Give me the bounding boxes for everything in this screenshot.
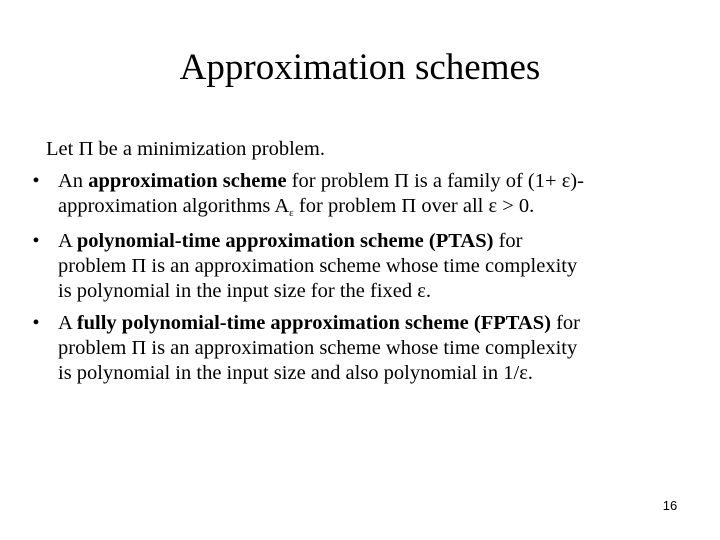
defined-term: fully polynomial-time approximation scheme (FPTAS)	[76, 312, 551, 334]
bullet-icon: •	[32, 170, 40, 192]
defined-term: polynomial-time approximation scheme (PTAS)	[76, 230, 494, 252]
bullet-line: problem Π is an approximation scheme whose time complexity	[58, 255, 578, 277]
bullet-line: An approximation scheme for problem Π is a family of (1+ ε)-	[58, 170, 584, 192]
bullet-line: A fully polynomial-time approximation scheme (FPTAS) for	[58, 312, 580, 334]
slide-content	[30, 137, 700, 393]
bullet-fptas	[30, 311, 700, 386]
bullet-line: problem Π is an approximation scheme whose time complexity	[58, 337, 578, 359]
bullet-line: A polynomial-time approximation scheme (PTAS) for	[58, 230, 523, 252]
bullet-line: is polynomial in the input size and also polynomial in 1/ε.	[58, 362, 533, 384]
bullet-approximation-scheme	[30, 169, 700, 222]
bullet-line: is polynomial in the input size for the fixed ε.	[58, 280, 431, 302]
bullet-icon: •	[32, 230, 40, 252]
slide-title: Approximation schemes	[179, 47, 541, 88]
bullet-icon: •	[32, 312, 40, 334]
intro-text: Let Π be a minimization problem.	[46, 138, 325, 160]
bullet-line: approximation algorithms Aε for problem Π over all ε > 0.	[58, 195, 535, 219]
subscript-epsilon: ε	[289, 207, 294, 219]
defined-term: approximation scheme	[88, 170, 287, 192]
page-number: 16	[662, 498, 678, 513]
bullet-ptas	[30, 229, 700, 304]
